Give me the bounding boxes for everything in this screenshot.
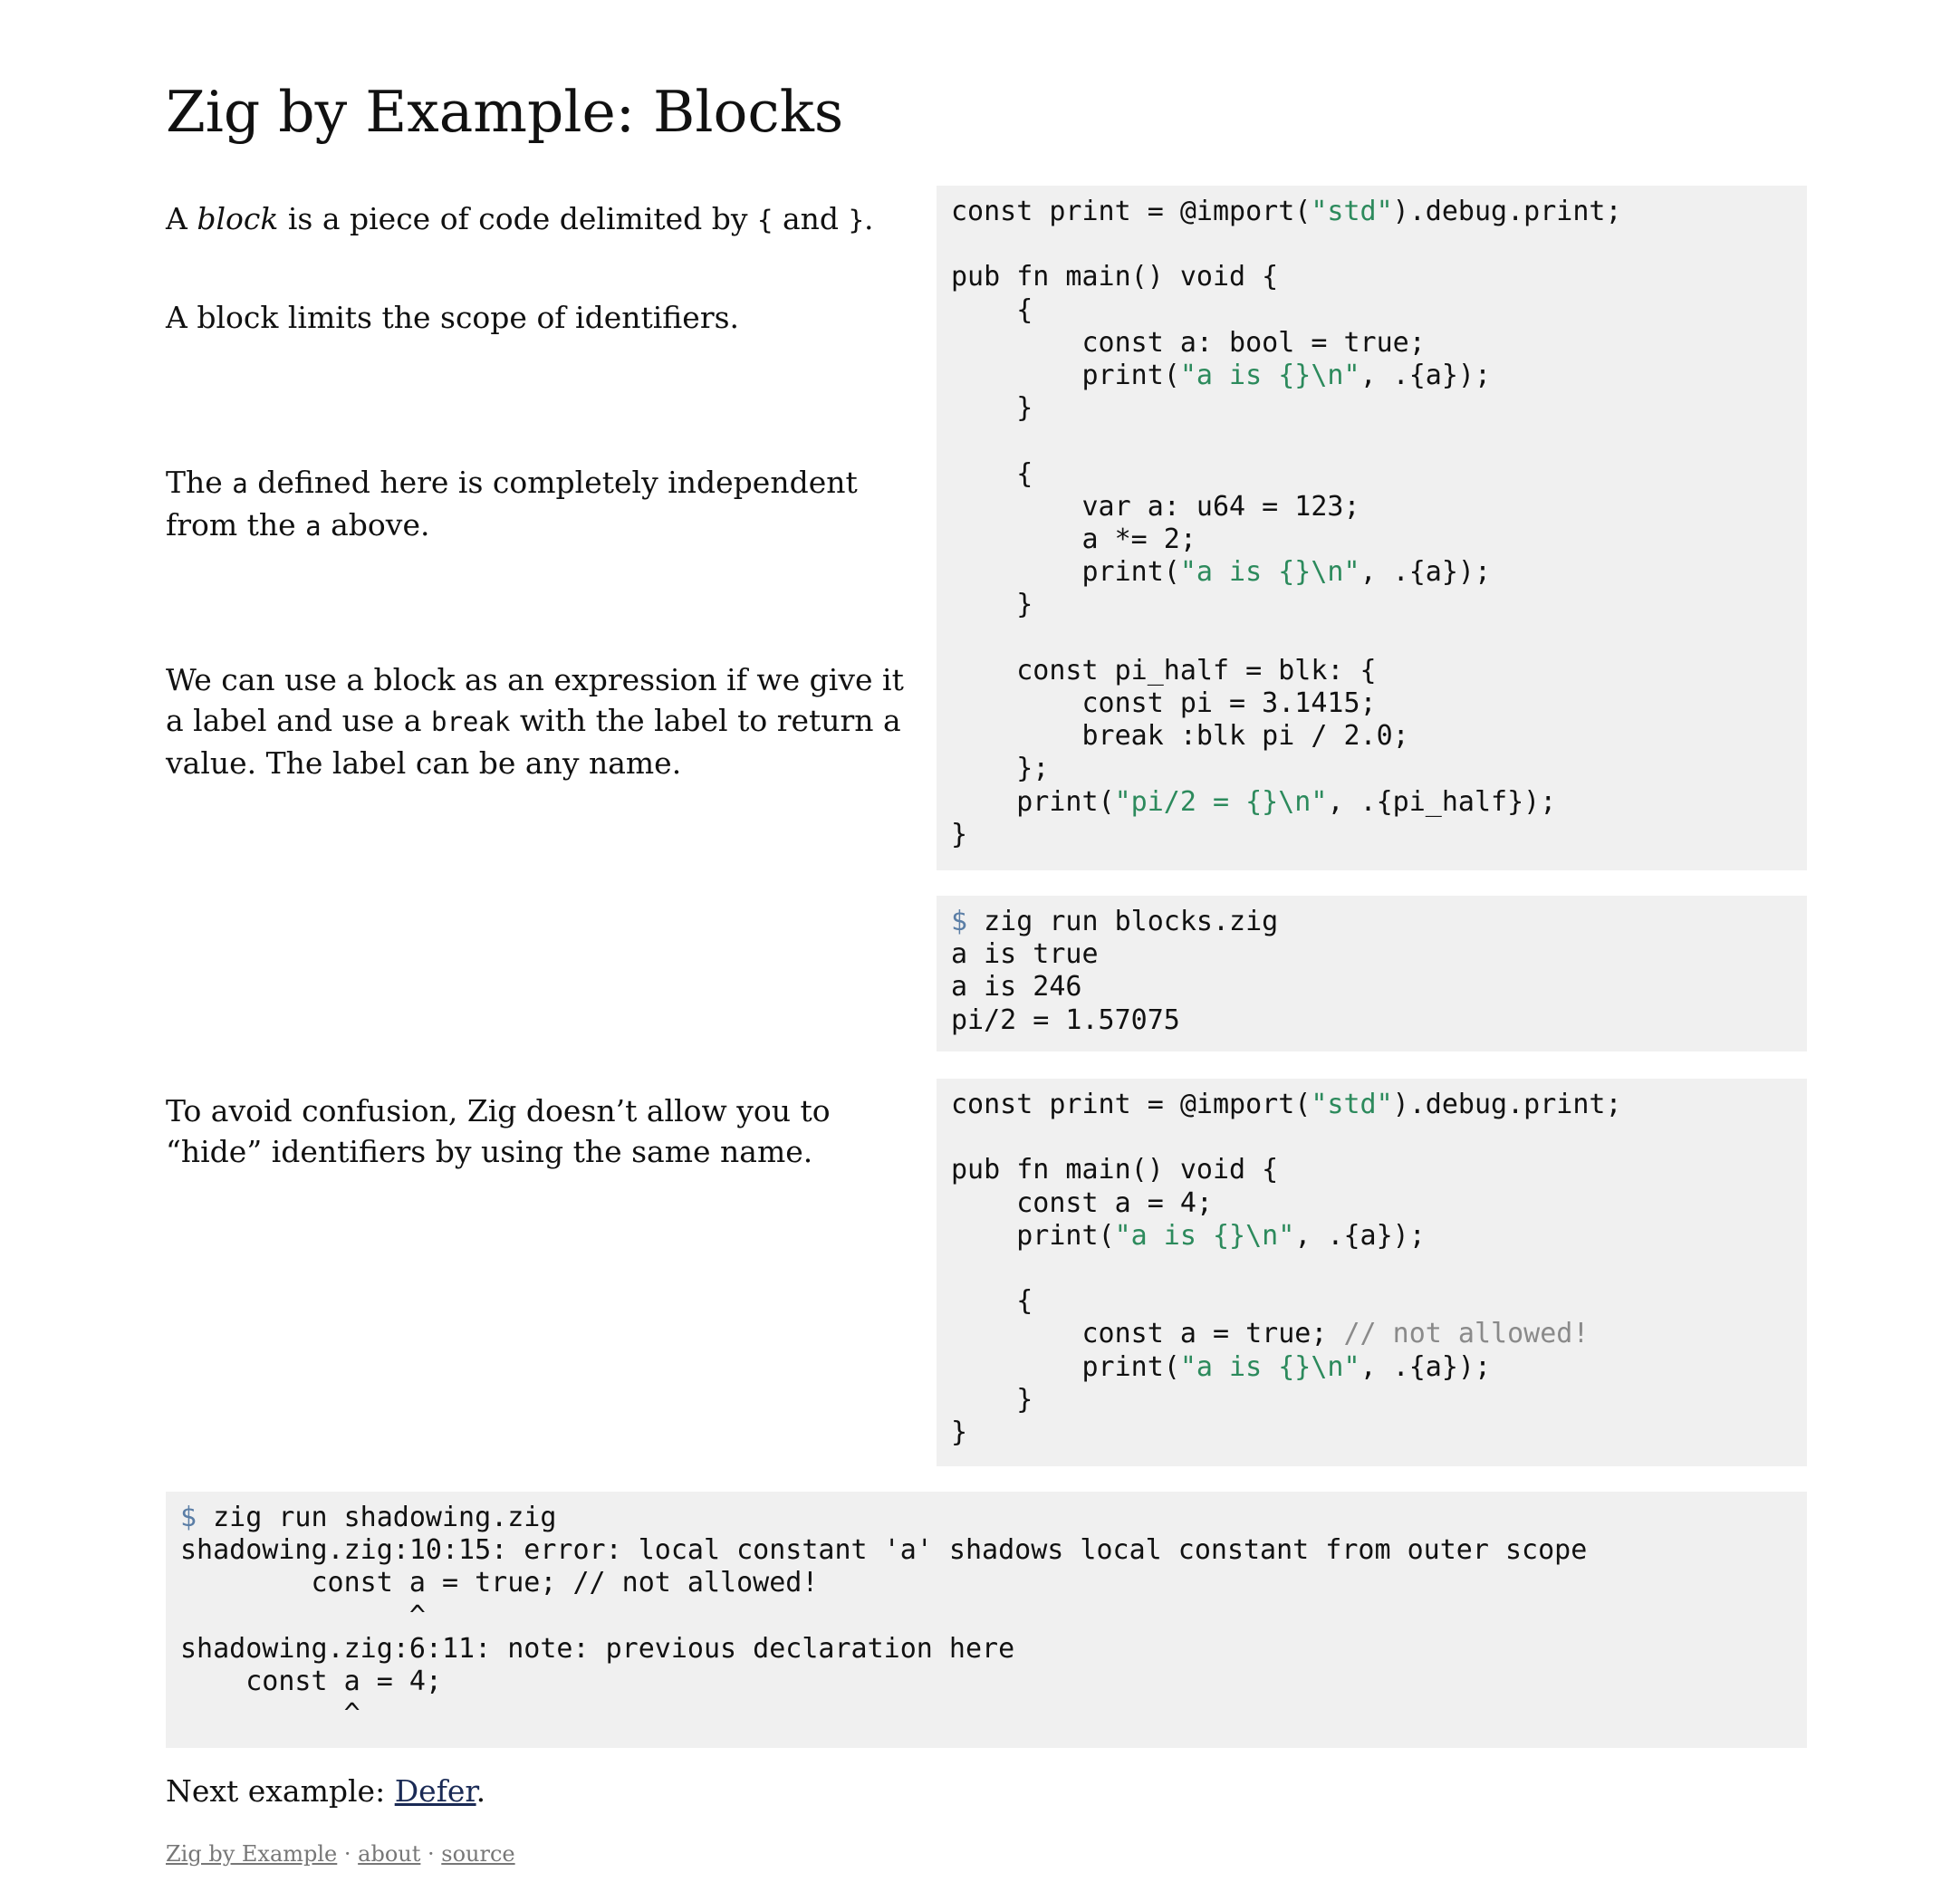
next-example-link[interactable]: Defer (394, 1773, 476, 1809)
code-listing: const print = @import("std").debug.print; pub fn main() void { { const a: bool = true; print("a is {}\n", .{a}); } { var a: u64 = 123; a *= 2; print("a is {}\n", .{a}); } const pi_half = blk: { const pi = 3.1415; break :blk pi / 2.0; }; print("pi/2 = {}\n", .{pi_half}); } (951, 196, 1622, 850)
next-example: Next example: Defer. (166, 1773, 486, 1809)
about-link[interactable]: about (358, 1841, 421, 1867)
block-term: block (197, 201, 279, 236)
prose-independent: The a defined here is completely independent from the a above. (166, 465, 858, 543)
output-block-blocks (937, 896, 1807, 1051)
output-block-shadowing (166, 1492, 1807, 1748)
page-title: Zig by Example: Blocks (166, 79, 844, 145)
footer: Zig by Example · about · source (166, 1841, 515, 1867)
break-keyword-code: break (431, 706, 511, 737)
identifier-a-code: a (232, 468, 248, 499)
terminal-output: $ zig run shadowing.zig shadowing.zig:10:15: error: local constant 'a' shadows local constant from outer scope const a = true; // not allowed! ^ shadowing.zig:6:11: note: previous declaration here const a = 4; ^ (180, 1502, 1588, 1731)
home-link[interactable]: Zig by Example (166, 1841, 338, 1867)
terminal-output: $ zig run blocks.zig a is true a is 246 pi/2 = 1.57075 (951, 906, 1279, 1036)
source-link[interactable]: source (441, 1841, 515, 1867)
prose-block-definition: A block is a piece of code delimited by { and }. (166, 201, 874, 236)
code-block-shadowing (937, 1079, 1807, 1466)
prose-scope: A block limits the scope of identifiers. (166, 300, 740, 335)
close-brace-code: } (848, 205, 865, 235)
identifier-a-code: a (305, 511, 322, 542)
code-listing: const print = @import("std").debug.print; pub fn main() void { const a = 4; print("a is {}\n", .{a}); { const a = true; // not allowed! print("a is {}\n", .{a}); } } (951, 1089, 1622, 1449)
code-block-blocks (937, 186, 1807, 870)
shell-prompt: $ (951, 906, 968, 937)
shell-prompt: $ (180, 1502, 197, 1533)
prose-shadowing: To avoid confusion, Zig doesn’t allow you to “hide” identifiers by using the same name. (166, 1093, 831, 1169)
open-brace-code: { (757, 205, 773, 235)
prose-labeled-block: We can use a block as an expression if we give it a label and use a break with the label to return a value. The label can be any name. (166, 662, 904, 781)
